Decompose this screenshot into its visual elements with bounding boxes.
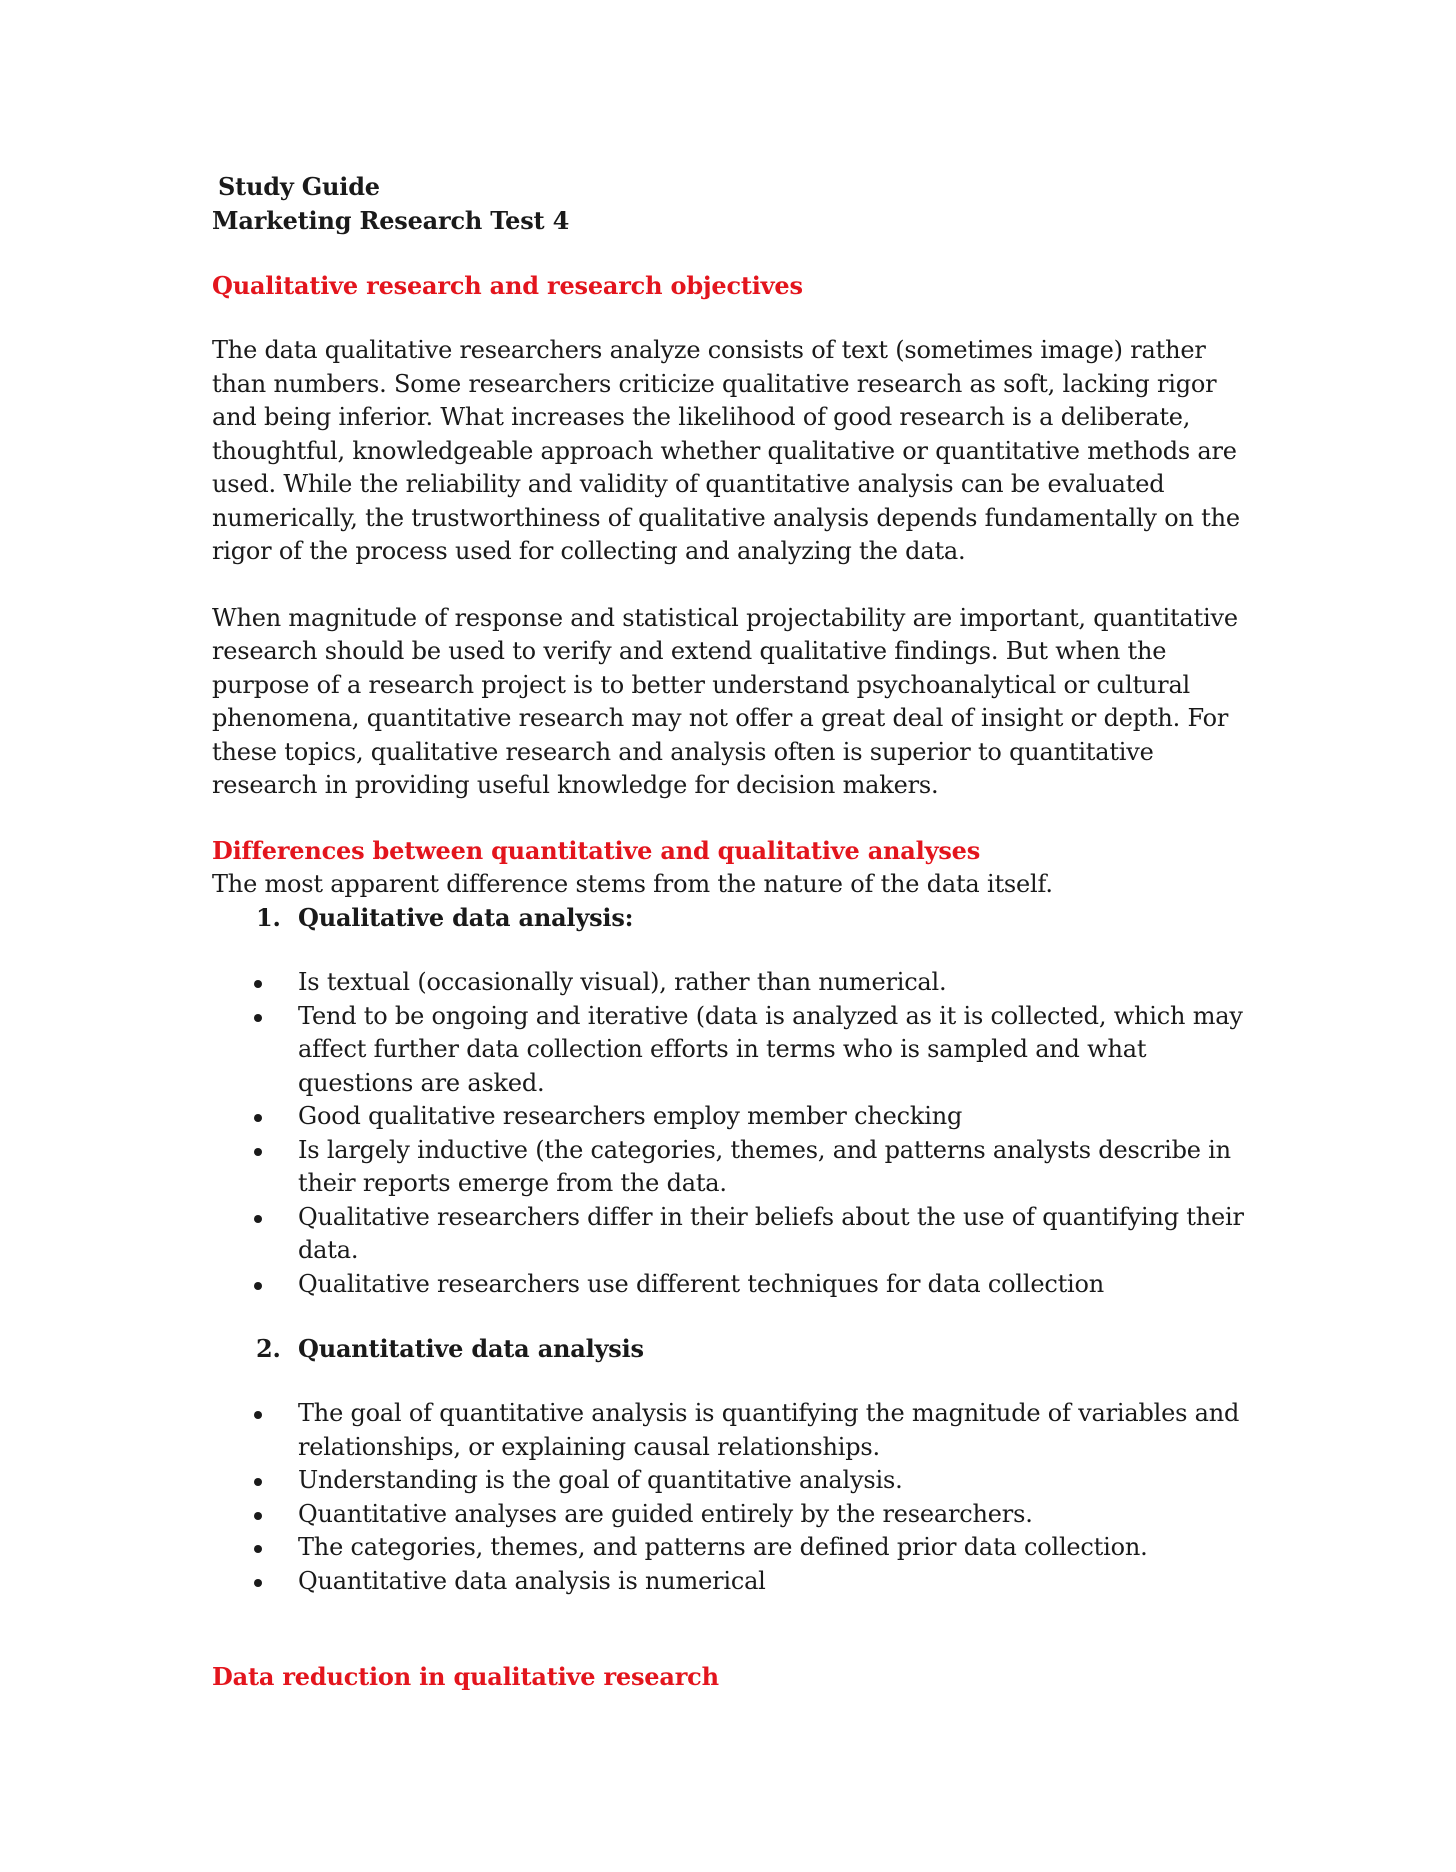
list-item: The categories, themes, and patterns are defined prior data collection. [212, 1531, 1252, 1565]
bullet-icon [254, 1282, 262, 1290]
bullet-icon [254, 1114, 262, 1122]
list-number: 2. [256, 1334, 281, 1363]
list-number: 1. [256, 903, 281, 932]
paragraph-magnitude-of-response: When magnitude of response and statistical projectability are important, quantitative research should be used to verify and extend qualitative findings. But when the purpose of a research project is to better understand psychoanalytical or cultural phenomena, quantitative research may not offer a great deal of insight or depth. For these topics, qualitative research and analysis often is superior to quantitative research in providing useful knowledge for decision makers. [212, 603, 1238, 799]
doc-title-study-guide: Study Guide [218, 172, 380, 201]
bullet-icon [254, 1579, 262, 1587]
bullet-icon [254, 1148, 262, 1156]
bullet-list-quantitative [212, 1397, 1252, 1598]
list-item: Qualitative researchers use different techniques for data collection [212, 1268, 1252, 1302]
bullet-list-qualitative [212, 966, 1252, 1301]
bullet-icon [254, 1512, 262, 1520]
paragraph-qualitative-data: The data qualitative researchers analyze consists of text (sometimes image) rather than numbers. Some researchers criticize qualitative research as soft, lacking rigor and being inferior. What increases the likelihood of good research is a deliberate, thoughtful, knowledgeable approach whether qualitative or quantitative methods are used. While the reliability and validity of quantitative analysis can be evaluated numerically, the trustworthiness of qualitative analysis depends fundamentally on the rigor of the process used for collecting and analyzing the data. [212, 336, 1240, 565]
section-heading-differences: Differences between quantitative and qualitative analyses [212, 835, 981, 865]
document-body [212, 170, 1252, 1694]
section-heading-qualitative-research: Qualitative research and research objectives [212, 271, 803, 300]
section-heading-data-reduction: Data reduction in qualitative research [212, 1662, 719, 1691]
list-item-title: Quantitative data analysis [298, 1334, 644, 1363]
list-item: The goal of quantitative analysis is quantifying the magnitude of variables and relationships, or explaining causal relationships. [212, 1397, 1252, 1464]
numbered-list-qualitative [212, 901, 1252, 935]
bullet-icon [254, 1411, 262, 1419]
list-item: Quantitative analyses are guided entirely by the researchers. [212, 1498, 1252, 1532]
bullet-icon [254, 1478, 262, 1486]
paragraph-differences-intro: The most apparent difference stems from the nature of the data itself. [212, 869, 1053, 898]
doc-title-course: Marketing Research Test 4 [212, 206, 570, 235]
bullet-icon [254, 1215, 262, 1223]
numbered-list-quantitative [212, 1332, 1252, 1366]
list-item: Qualitative researchers differ in their beliefs about the use of quantifying their data. [212, 1201, 1252, 1268]
numbered-item-qualitative [212, 901, 1252, 935]
bullet-icon [254, 1545, 262, 1553]
bullet-icon [254, 980, 262, 988]
list-item-title: Qualitative data analysis: [298, 903, 634, 932]
bullet-icon [254, 1014, 262, 1022]
list-item: Quantitative data analysis is numerical [212, 1565, 1252, 1599]
list-item: Understanding is the goal of quantitative analysis. [212, 1464, 1252, 1498]
list-item: Is textual (occasionally visual), rather than numerical. [212, 966, 1252, 1000]
list-item: Is largely inductive (the categories, themes, and patterns analysts describe in their reports emerge from the data. [212, 1134, 1252, 1201]
list-item: Good qualitative researchers employ member checking [212, 1100, 1252, 1134]
numbered-item-quantitative [212, 1332, 1252, 1366]
list-item: Tend to be ongoing and iterative (data is analyzed as it is collected, which may affect further data collection efforts in terms who is sampled and what questions are asked. [212, 1000, 1252, 1101]
